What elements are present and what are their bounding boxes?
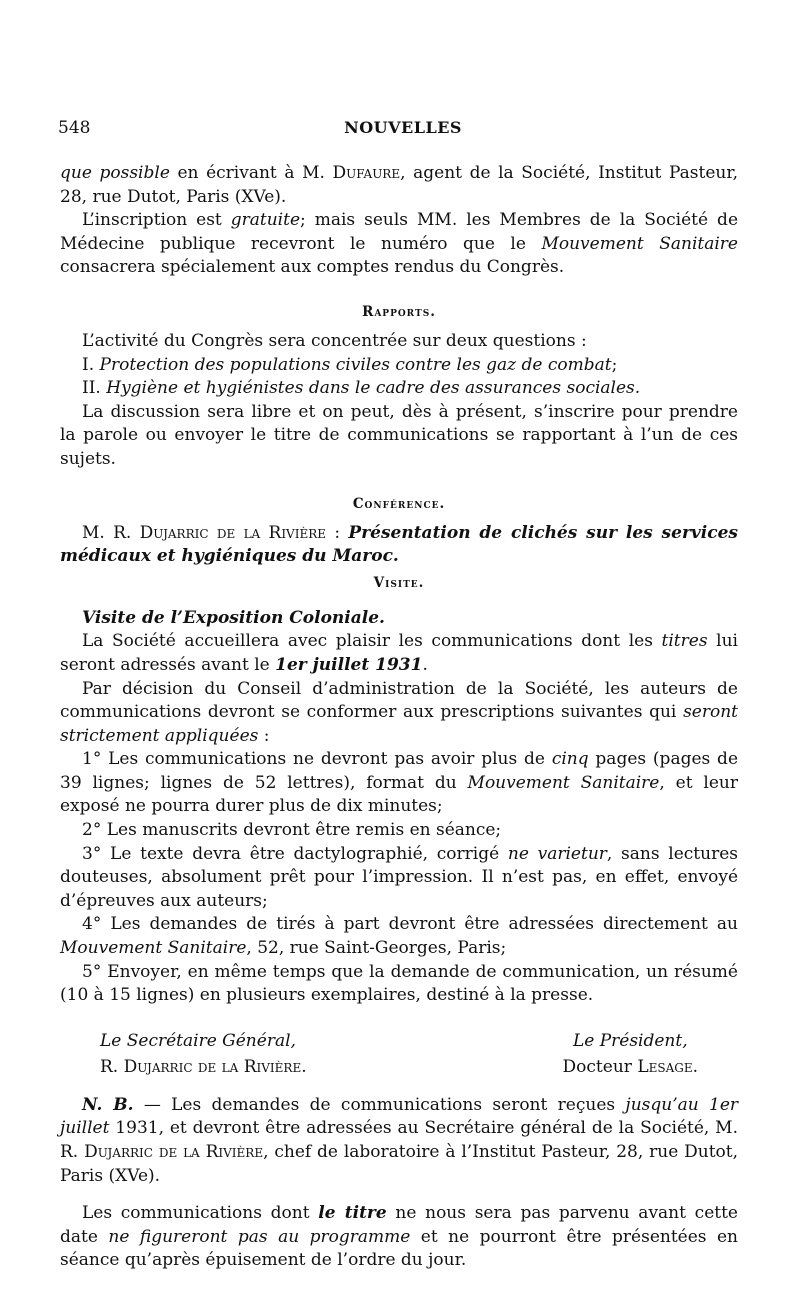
page-number: 548 (58, 118, 91, 138)
rapports-item-2 (60, 377, 738, 401)
text-italic: titres (661, 631, 708, 652)
document-body (60, 162, 738, 1273)
nb-label: N. B. (82, 1094, 134, 1115)
text: 3° Le texte devra être dactylographié, corrigé (82, 843, 508, 864)
text-italic: ne varietur (507, 843, 607, 864)
agent-name: Dufaure (332, 163, 401, 183)
text: lui seront adressés avant le (60, 631, 738, 675)
section-heading-conference: Conférence. (352, 495, 446, 512)
rule-3 (60, 843, 738, 914)
secretary-name: R. Dujarric de la Rivière. (100, 1056, 307, 1077)
nb-paragraph (60, 1094, 738, 1188)
text: 1° Les communications ne devront pas avoir plus de (82, 749, 552, 770)
conference-entry: M. R. Dujarric de la Rivière : Présentation de clichés sur les services médicaux et hygiéniques du Maroc. (60, 522, 738, 567)
rapports-item-1: I. Protection des populations civiles contre les gaz de combat; (82, 354, 618, 375)
text: , sans lectures douteuses, absolument prêt pour l’impression. Il n’est pas, en effet, envoyé d’épreuves aux auteurs; (60, 843, 738, 911)
item-number: II. (82, 378, 107, 399)
item-text: Hygiène et hygiénistes dans le cadre des assurances sociales. (106, 378, 641, 399)
visite-paragraph-2: Par décision du Conseil d’administration de la Société, les auteurs de communications devront se conformer aux prescriptions suivantes qui seront strictement appliquées : (60, 678, 738, 746)
visite-item (60, 607, 738, 631)
rule-1 (60, 748, 738, 819)
text-italic: seront strictement appliquées (60, 702, 738, 746)
text: , 52, rue Saint-Georges, Paris; (246, 938, 507, 959)
text-italic: jusqu’au 1er juillet (60, 1094, 739, 1139)
rapports-discussion: La discussion sera libre et on peut, dès à présent, s’inscrire pour prendre la parole ou envoyer le titre de communications se rapportant à l’un de ces sujets. (60, 401, 738, 469)
visite-item-text: Visite de l’Exposition Coloniale. (82, 607, 385, 628)
visite-paragraph-1: La Société accueillera avec plaisir les communications dont les titres lui seront adressés avant le 1er juillet 1931. (60, 631, 738, 675)
intro-paragraph-2 (60, 209, 738, 280)
deadline-date: 1er juillet 1931 (275, 654, 423, 675)
secretary-title: Le Secrétaire Général, (100, 1030, 296, 1051)
intro-paragraph-1 (60, 162, 738, 209)
text-italic: cinq (551, 749, 589, 770)
conference-title: Présentation de clichés sur les services médicaux et hygiéniques du Maroc. (60, 522, 738, 567)
signature-block (60, 1028, 738, 1080)
rule-2: 2° Les manuscrits devront être remis en séance; (82, 820, 502, 841)
secretary-name: Dujarric de la Rivière (84, 1142, 264, 1162)
text: et ne pourront être présentées en séance qu’après épuisement de l’ordre du jour. (60, 1226, 738, 1271)
text: , chef de laboratoire à l’Institut Pasteur, 28, rue Dutot, Paris (XVe). (60, 1142, 738, 1186)
journal-title: Mouvement Sanitaire (467, 772, 660, 793)
intro-italic: que possible (60, 163, 170, 183)
president-name: Docteur (562, 1056, 638, 1077)
page-header (58, 118, 748, 144)
running-title: NOUVELLES (344, 118, 462, 137)
text: 4° Les demandes de tirés à part devront être adressées directement au (82, 914, 738, 935)
text: Les communications dont (82, 1203, 319, 1224)
text-italic: le titre (318, 1203, 387, 1224)
signature-secretary (60, 1028, 307, 1080)
speaker-name: M. R. Dujarric de la Rivière (82, 522, 327, 543)
text: , et leur exposé ne pourra durer plus de dix minutes; (60, 772, 738, 817)
intro-text: consacrera spécialement aux comptes rendus du Congrès. (60, 257, 565, 278)
text: Par décision du Conseil d’administration de la Société, les auteurs de communications devront se conformer aux prescriptions suivantes qui (60, 678, 738, 723)
text: La Société accueillera avec plaisir les communications dont les (82, 631, 662, 652)
intro-italic: gratuite (230, 210, 301, 231)
rule-4 (60, 913, 738, 960)
president-surname: Lesage. (637, 1056, 698, 1077)
text-italic: ne figureront pas au programme (108, 1226, 411, 1247)
text: — Les demandes de communications seront reçues (133, 1094, 626, 1115)
intro-text: ; mais seuls MM. les Membres de la Société de Médecine publique recevront le numéro que le (60, 210, 738, 254)
text: pages (pages de 39 lignes; lignes de 52 lettres), format du (60, 749, 738, 793)
journal-title: Mouvement Sanitaire (541, 233, 738, 254)
intro-text: L’inscription est (82, 210, 231, 231)
intro-text: en écrivant à M. (169, 163, 333, 183)
rapports-intro: L’activité du Congrès sera concentrée sur deux questions : (82, 330, 587, 351)
president-title: Le Président, (572, 1030, 688, 1051)
intro-text: , agent de la Société, Institut Pasteur, 28, rue Dutot, Paris (XVe). (60, 163, 738, 207)
journal-title: Mouvement Sanitaire (60, 938, 247, 959)
text: 1931, et devront être adressées au Secrétaire général de la Société, M. R. (60, 1118, 738, 1162)
final-paragraph (60, 1202, 738, 1273)
signature-president (563, 1028, 738, 1080)
rule-5: 5° Envoyer, en même temps que la demande de communication, un résumé (10 à 15 lignes) en plusieurs exemplaires, destiné à la presse. (60, 961, 738, 1006)
text: ne nous sera pas parvenu avant cette date (60, 1203, 738, 1247)
item-number: I. (82, 354, 100, 375)
item-text: Protection des populations civiles contre les gaz de combat (99, 354, 612, 375)
section-heading-visite: Visite. (373, 574, 425, 591)
section-heading-rapports: Rapports. (362, 303, 436, 320)
